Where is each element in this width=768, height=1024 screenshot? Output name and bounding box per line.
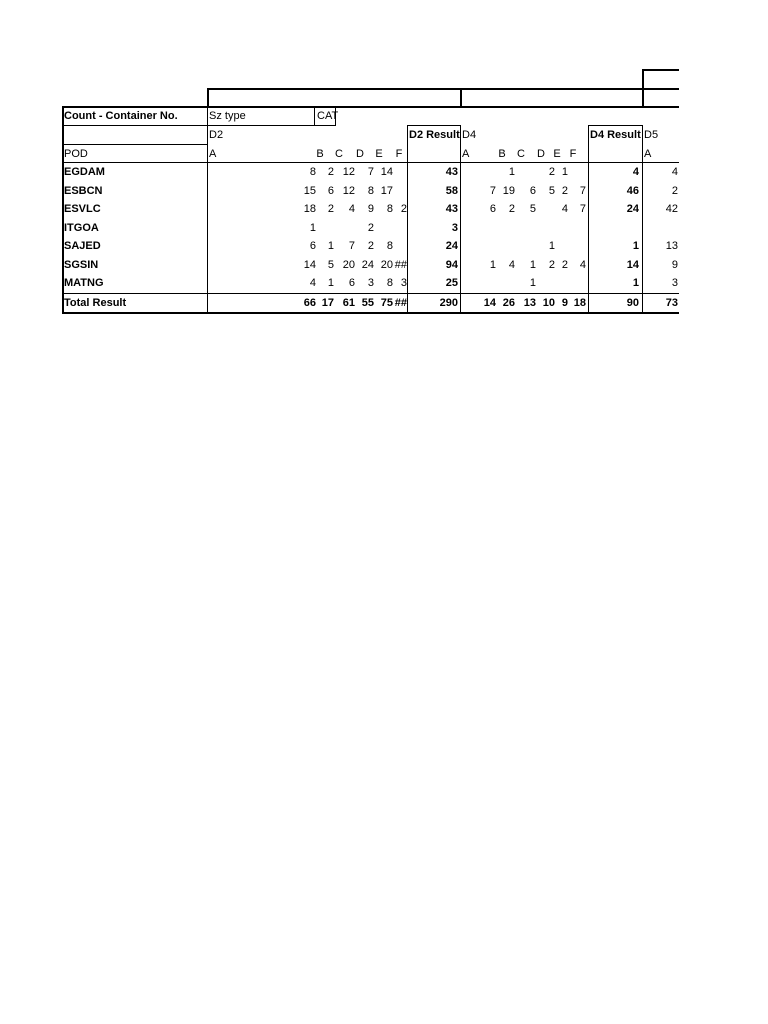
d5-cell: 13 (665, 240, 678, 252)
d2-cell: 6 (309, 240, 316, 252)
group-d2-result-label: D2 Result (409, 129, 460, 141)
d5-cell: 42 (665, 203, 678, 215)
d4-cell: 1 (489, 259, 496, 271)
total-d2-cell: 75 (380, 297, 393, 309)
d2-cell: 4 (309, 277, 316, 289)
d2-cell: 7 (367, 166, 374, 178)
col-header: B (498, 148, 506, 160)
d2-cell: 2 (400, 203, 407, 215)
d2-cell: 2 (367, 222, 374, 234)
sz-type-field[interactable]: Sz type (209, 110, 246, 122)
row-label-pod: ITGOA (64, 222, 99, 234)
d2-cell: ## (394, 259, 407, 271)
pod-col-divider (207, 106, 208, 314)
top-border-right (642, 69, 679, 71)
d5-cell: 9 (671, 259, 678, 271)
d4-cell: 2 (561, 259, 568, 271)
row-label-pod: ESBCN (64, 185, 103, 197)
d2-cell: 9 (367, 203, 374, 215)
top-divider-mid (460, 88, 462, 107)
d2-cell: 20 (342, 259, 355, 271)
d4-cell: 1 (548, 240, 555, 252)
d2-cell: 2 (327, 203, 334, 215)
d5-cell: 4 (671, 166, 678, 178)
d2-result-cell: 43 (445, 203, 458, 215)
d4-result-cell: 46 (626, 185, 639, 197)
total-d4-cell: 18 (573, 297, 586, 309)
d4-result-cell: 1 (632, 277, 639, 289)
title-row-border (62, 125, 208, 126)
total-d4-result: 90 (626, 297, 639, 309)
d5-cell: 3 (671, 277, 678, 289)
d2-cell: 2 (367, 240, 374, 252)
d4-result-cell: 1 (632, 240, 639, 252)
d2-cell: 7 (348, 240, 355, 252)
d4-cell: 1 (561, 166, 568, 178)
top-border (207, 88, 679, 90)
d4-result-top (588, 125, 643, 126)
d2-cell: 1 (327, 277, 334, 289)
d2-cell: 6 (348, 277, 355, 289)
col-header: A (462, 148, 470, 160)
total-d4-cell: 14 (483, 297, 496, 309)
d2-cell: 8 (386, 203, 393, 215)
cat-field[interactable]: CAT (317, 110, 339, 122)
pod-row-bottom (62, 162, 208, 163)
col-header: D (537, 148, 545, 160)
d4-cell: 5 (548, 185, 555, 197)
d4-cell: 19 (502, 185, 515, 197)
d4-cell: 1 (529, 259, 536, 271)
d2-cell: 8 (367, 185, 374, 197)
col-header: A (644, 148, 652, 160)
d4-cell: 2 (548, 259, 555, 271)
col-header: A (209, 148, 217, 160)
col-header: D (356, 148, 364, 160)
data-top-border (208, 162, 679, 163)
d2-result-cell: 25 (445, 277, 458, 289)
total-d2-result: 290 (439, 297, 458, 309)
d2-cell: 1 (327, 240, 334, 252)
total-d4-cell: 13 (523, 297, 536, 309)
row-label-pod: EGDAM (64, 166, 105, 178)
group-d5-label: D5 (644, 129, 659, 141)
d4-cell: 7 (579, 185, 586, 197)
d2-result-top (407, 125, 461, 126)
group-d4-label: D4 (462, 129, 477, 141)
d4-cell: 2 (548, 166, 555, 178)
col-header: F (395, 148, 403, 160)
d2-cell: 8 (386, 240, 393, 252)
d2-cell: 18 (303, 203, 316, 215)
row-label-pod: SAJED (64, 240, 101, 252)
total-d4-cell: 9 (561, 297, 568, 309)
total-d2-cell: 61 (342, 297, 355, 309)
table-bottom-border (62, 312, 679, 314)
d4-cell: 4 (561, 203, 568, 215)
d2-cell: 14 (380, 166, 393, 178)
total-d2-cell: 17 (321, 297, 334, 309)
total-d2-cell: 55 (361, 297, 374, 309)
d2-cell: 8 (386, 277, 393, 289)
d4-cell: 5 (529, 203, 536, 215)
d4-cell: 6 (529, 185, 536, 197)
total-d5-cell: 73 (665, 297, 678, 309)
total-row-top (62, 293, 679, 294)
d2-cell: 6 (327, 185, 334, 197)
d2-result-cell: 94 (445, 259, 458, 271)
d2-cell: 14 (303, 259, 316, 271)
d2-cell: 8 (309, 166, 316, 178)
group-d2-label: D2 (209, 129, 224, 141)
d2-result-cell: 43 (445, 166, 458, 178)
d4-cell: 4 (579, 259, 586, 271)
d2-cell: 20 (380, 259, 393, 271)
header-top-border (62, 106, 679, 108)
pivot-title: Count - Container No. (64, 110, 178, 122)
d2-result-left (407, 125, 408, 314)
d4-result-cell: 4 (632, 166, 639, 178)
d4-result-left (588, 125, 589, 314)
col-header: C (335, 148, 343, 160)
d4-cell: 7 (579, 203, 586, 215)
d4-cell: 2 (508, 203, 515, 215)
d2-cell: 3 (367, 277, 374, 289)
d4-result-cell: 14 (626, 259, 639, 271)
group-d4-result-label: D4 Result (590, 129, 641, 141)
d2-result-cell: 24 (445, 240, 458, 252)
d2-cell: 15 (303, 185, 316, 197)
field-divider (314, 106, 315, 126)
d4-cell: 4 (508, 259, 515, 271)
d2-result-cell: 58 (445, 185, 458, 197)
d2-cell: 4 (348, 203, 355, 215)
row-label-pod: SGSIN (64, 259, 99, 271)
d2-result-cell: 3 (451, 222, 458, 234)
d2-cell: 17 (380, 185, 393, 197)
total-result-label: Total Result (64, 297, 127, 309)
d2-result-right (460, 125, 461, 314)
d4-cell: 7 (489, 185, 496, 197)
pod-row-top (62, 144, 208, 145)
pod-field[interactable]: POD (64, 148, 88, 160)
row-label-pod: ESVLC (64, 203, 101, 215)
col-header: F (569, 148, 577, 160)
col-header: E (553, 148, 561, 160)
d2-cell: 24 (361, 259, 374, 271)
row-label-pod: MATNG (64, 277, 104, 289)
top-divider-right (642, 69, 644, 107)
d4-cell: 2 (561, 185, 568, 197)
col-header: E (375, 148, 383, 160)
d2-cell: 5 (327, 259, 334, 271)
d2-cell: 2 (327, 166, 334, 178)
total-d2-cell: 66 (303, 297, 316, 309)
d2-cell: 12 (342, 166, 355, 178)
d4-cell: 1 (508, 166, 515, 178)
d5-cell: 2 (671, 185, 678, 197)
d4-result-cell: 24 (626, 203, 639, 215)
d2-cell: 1 (309, 222, 316, 234)
total-d4-cell: 10 (542, 297, 555, 309)
d4-cell: 1 (529, 277, 536, 289)
total-d2-cell: ## (394, 297, 407, 309)
col-header: C (517, 148, 525, 160)
d4-result-right (642, 125, 643, 314)
col-header: B (316, 148, 324, 160)
field-row-bottom (208, 125, 336, 126)
d4-cell: 6 (489, 203, 496, 215)
top-divider-left (207, 88, 209, 107)
d2-cell: 3 (400, 277, 407, 289)
total-d4-cell: 26 (502, 297, 515, 309)
d2-cell: 12 (342, 185, 355, 197)
